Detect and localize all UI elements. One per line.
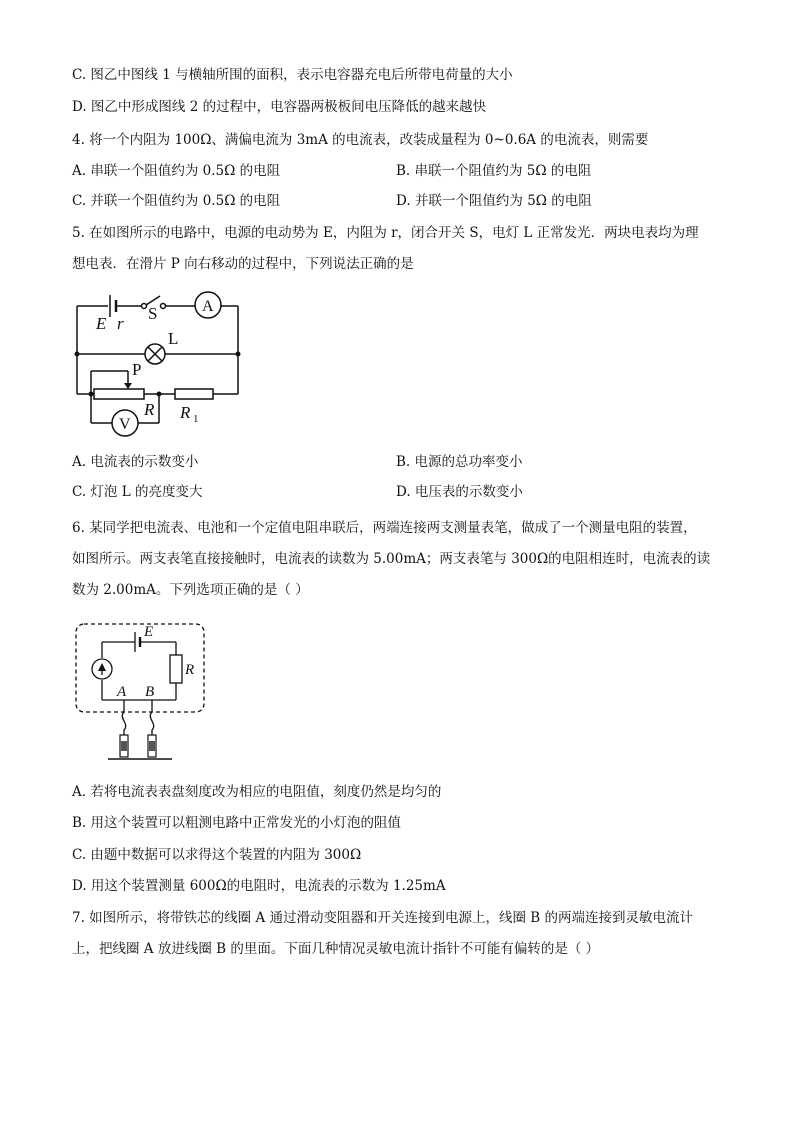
q5-label-r1: R [180, 403, 191, 422]
q3-option-c: C. 图乙中图线 1 与横轴所围的面积，表示电容器充电后所带电荷量的大小 [72, 67, 513, 83]
q6-stem-line2: 如图所示。两支表笔直接接触时，电流表的读数为 5.00mA；两支表笔与 300Ω的电阻相连时，电流表的读 [72, 551, 711, 567]
q5-stem-line2: 想电表．在滑片 P 向右移动的过程中，下列说法正确的是 [72, 256, 414, 272]
q6-option-b: B. 用这个装置可以粗测电路中正常发光的小灯泡的阻值 [72, 815, 402, 831]
q4-stem: 4. 将一个内阻为 100Ω、满偏电流为 3mA 的电流表，改装成量程为 0~0.6A 的电流表，则需要 [72, 132, 649, 148]
q3-option-d: D. 图乙中形成图线 2 的过程中，电容器两极板间电压降低的越来越快 [72, 99, 487, 115]
q5-label-ammeter: A [202, 298, 214, 315]
q5-label-s: S [148, 304, 158, 323]
q5-option-d: D. 电压表的示数变小 [396, 484, 523, 500]
q5-option-c: C. 灯泡 L 的亮度变大 [72, 484, 203, 500]
q6-option-d: D. 用这个装置测量 600Ω的电阻时，电流表的示数为 1.25mA [72, 878, 446, 894]
q6-option-a: A. 若将电流表表盘刻度改为相应的电阻值，刻度仍然是均匀的 [72, 784, 442, 800]
q5-label-e: E [96, 314, 107, 333]
q5-option-b: B. 电源的总功率变小 [396, 454, 523, 470]
q5-label-p: P [132, 360, 142, 379]
q6-ohmmeter-diagram [72, 620, 212, 765]
q6-stem-line3: 数为 2.00mA。下列选项正确的是（ ） [72, 582, 309, 598]
q5-label-r: r [117, 314, 124, 333]
q7-stem-line1: 7. 如图所示，将带铁芯的线圈 A 通过滑动变阻器和开关连接到电源上，线圈 B 的两端连接到灵敏电流计 [72, 910, 694, 926]
q4-option-a: A. 串联一个阻值约为 0.5Ω 的电阻 [72, 163, 281, 179]
q6-label-b: B [145, 684, 155, 700]
q5-label-r1-subscript: 1 [193, 413, 199, 425]
q5-option-a: A. 电流表的示数变小 [72, 454, 199, 470]
q6-option-c: C. 由题中数据可以求得这个装置的内阻为 300Ω [72, 847, 362, 863]
q4-option-b: B. 串联一个阻值约为 5Ω 的电阻 [396, 163, 592, 179]
q6-label-r: R [185, 662, 195, 678]
q5-label-l: L [168, 329, 179, 348]
q6-label-a: A [117, 684, 127, 700]
q4-option-d: D. 并联一个阻值约为 5Ω 的电阻 [396, 193, 592, 209]
q5-stem-line1: 5. 在如图所示的电路中，电源的电动势为 E，内阻为 r，闭合开关 S，电灯 L 正常发光．两块电表均为理 [72, 225, 699, 241]
q6-stem-line1: 6. 某同学把电流表、电池和一个定值电阻串联后，两端连接两支测量表笔，做成了一个测量电阻的装置， [72, 520, 697, 536]
q7-stem-line2: 上，把线圈 A 放进线圈 B 的里面。下面几种情况灵敏电流计指针不可能有偏转的是（ ） [72, 941, 600, 957]
q5-label-r-rheostat: R [144, 400, 155, 419]
q4-option-c: C. 并联一个阻值约为 0.5Ω 的电阻 [72, 193, 281, 209]
q5-circuit-diagram [62, 282, 262, 442]
q6-label-e: E [144, 624, 154, 640]
q5-label-voltmeter: V [119, 416, 131, 433]
